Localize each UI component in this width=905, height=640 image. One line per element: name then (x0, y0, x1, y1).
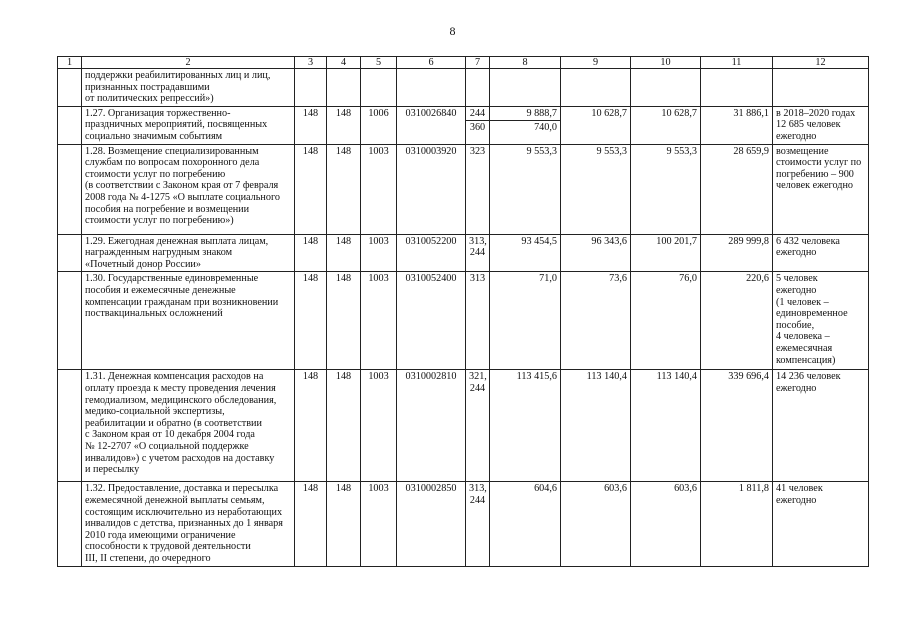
cell-expected-result: в 2018–2020 годах 12 685 человек ежегодно (773, 106, 869, 144)
cell-amount-total: 1 811,8 (701, 482, 773, 566)
cell-amount-year-1: 9 553,3 (490, 144, 561, 234)
column-header-8: 8 (490, 57, 561, 69)
cell-amount-year-2: 9 553,3 (561, 144, 631, 234)
cell-amount-year-2 (561, 69, 631, 107)
cell-expected-result: 41 человек ежегодно (773, 482, 869, 566)
cell-expected-result: 5 человек ежегодно (1 человек – единовременное пособие, 4 человека – ежемесячная компенсация) (773, 272, 869, 370)
cell-code-4: 148 (327, 482, 361, 566)
cell-expense-type: 313, 244 (466, 234, 490, 272)
cell-section: 1003 (361, 144, 397, 234)
cell-amount-year-3: 113 140,4 (631, 370, 701, 482)
cell-amount-year-2: 113 140,4 (561, 370, 631, 482)
budget-table (57, 56, 869, 567)
cell-number (58, 69, 82, 107)
cell-section: 1003 (361, 234, 397, 272)
cell-amount-total (701, 69, 773, 107)
table-header-row (58, 57, 869, 69)
table-row (58, 234, 869, 272)
cell-expected-result: 6 432 человека ежегодно (773, 234, 869, 272)
cell-code-4: 148 (327, 370, 361, 482)
cell-target-article: 0310052200 (397, 234, 466, 272)
cell-amount-year-2: 73,6 (561, 272, 631, 370)
cell-description: 1.29. Ежегодная денежная выплата лицам, награжденным нагрудным знаком «Почетный донор России» (82, 234, 295, 272)
cell-expense-type: 321, 244 (466, 370, 490, 482)
cell-amount-year-3: 100 201,7 (631, 234, 701, 272)
cell-description: 1.30. Государственные единовременные пособия и ежемесячные денежные компенсации гражданам при возникновении поствакцинальных осложнений (82, 272, 295, 370)
cell-section: 1003 (361, 272, 397, 370)
cell-target-article: 0310026840 (397, 106, 466, 144)
column-header-4: 4 (327, 57, 361, 69)
cell-expense-type (466, 69, 490, 107)
cell-description: 1.27. Организация торжественно- праздничных мероприятий, посвященных социально значимым событиям (82, 106, 295, 144)
cell-expense-type-part: 244 (469, 107, 486, 119)
table-row (58, 370, 869, 482)
cell-expected-result: возмещение стоимости услуг по погребению – 900 человек ежегодно (773, 144, 869, 234)
cell-target-article: 0310003920 (397, 144, 466, 234)
cell-code-4 (327, 69, 361, 107)
cell-expense-type-part: 360 (466, 120, 489, 135)
column-header-5: 5 (361, 57, 397, 69)
cell-amount-year-1 (490, 69, 561, 107)
cell-target-article: 0310052400 (397, 272, 466, 370)
cell-target-article: 0310002850 (397, 482, 466, 566)
column-header-12: 12 (773, 57, 869, 69)
cell-code-4: 148 (327, 272, 361, 370)
cell-code-3: 148 (295, 106, 327, 144)
column-header-1: 1 (58, 57, 82, 69)
column-header-9: 9 (561, 57, 631, 69)
table-row (58, 69, 869, 107)
cell-code-3: 148 (295, 272, 327, 370)
cell-amount-year-2: 10 628,7 (561, 106, 631, 144)
cell-section: 1003 (361, 370, 397, 482)
column-header-11: 11 (701, 57, 773, 69)
cell-code-3 (295, 69, 327, 107)
cell-target-article (397, 69, 466, 107)
cell-amount-year-1: 604,6 (490, 482, 561, 566)
cell-number (58, 482, 82, 566)
cell-expected-result: 14 236 человек ежегодно (773, 370, 869, 482)
page-number: 8 (449, 24, 456, 38)
cell-expense-type: 313, 244 (466, 482, 490, 566)
cell-amount-year-2: 603,6 (561, 482, 631, 566)
cell-code-3: 148 (295, 144, 327, 234)
column-header-3: 3 (295, 57, 327, 69)
column-header-2: 2 (82, 57, 295, 69)
cell-amount-year-1-part: 9 888,7 (526, 107, 557, 119)
table-row (58, 482, 869, 566)
cell-amount-total: 220,6 (701, 272, 773, 370)
cell-code-4: 148 (327, 144, 361, 234)
cell-description: поддержки реабилитированных лиц и лиц, признанных пострадавшими от политических репрессий») (82, 69, 295, 107)
cell-amount-year-1: 93 454,5 (490, 234, 561, 272)
cell-description: 1.32. Предоставление, доставка и пересылка ежемесячной денежной выплаты семьям, состоящим исключительно из неработающих инвалидов с детства, признанных до 1 января 2010 года имеющими ограничение способности к трудовой деятельности III, II степени, до очередного (82, 482, 295, 566)
cell-description: 1.31. Денежная компенсация расходов на оплату проезда к месту проведения лечения гемодиализом, медицинского обследования, медико-социальной экспертизы, реабилитации и обратно (в соответствии с Законом края от 10 декабря 2004 года № 12-2707 «О социальной поддержке инвалидов») с учетом расходов на доставку и пересылку (82, 370, 295, 482)
cell-amount-year-2: 96 343,6 (561, 234, 631, 272)
cell-section: 1006 (361, 106, 397, 144)
table-row (58, 272, 869, 370)
table-body (58, 69, 869, 567)
cell-number (58, 272, 82, 370)
cell-expected-result (773, 69, 869, 107)
column-header-10: 10 (631, 57, 701, 69)
cell-expense-type (466, 106, 490, 144)
cell-amount-year-3: 10 628,7 (631, 106, 701, 144)
cell-code-3: 148 (295, 234, 327, 272)
cell-expense-type: 313 (466, 272, 490, 370)
cell-expense-type: 323 (466, 144, 490, 234)
cell-amount-year-1-part: 740,0 (490, 120, 560, 135)
cell-amount-year-3 (631, 69, 701, 107)
cell-number (58, 106, 82, 144)
cell-section (361, 69, 397, 107)
cell-number (58, 370, 82, 482)
cell-amount-total: 339 696,4 (701, 370, 773, 482)
cell-amount-total: 31 886,1 (701, 106, 773, 144)
cell-amount-year-3: 603,6 (631, 482, 701, 566)
cell-amount-year-3: 76,0 (631, 272, 701, 370)
cell-code-4: 148 (327, 106, 361, 144)
cell-code-3: 148 (295, 482, 327, 566)
table-row (58, 106, 869, 144)
cell-amount-year-3: 9 553,3 (631, 144, 701, 234)
cell-target-article: 0310002810 (397, 370, 466, 482)
cell-amount-year-1 (490, 106, 561, 144)
cell-section: 1003 (361, 482, 397, 566)
cell-code-3: 148 (295, 370, 327, 482)
cell-amount-total: 289 999,8 (701, 234, 773, 272)
cell-amount-year-1: 71,0 (490, 272, 561, 370)
table-row (58, 144, 869, 234)
cell-code-4: 148 (327, 234, 361, 272)
cell-number (58, 234, 82, 272)
column-header-7: 7 (466, 57, 490, 69)
cell-amount-year-1: 113 415,6 (490, 370, 561, 482)
cell-number (58, 144, 82, 234)
column-header-6: 6 (397, 57, 466, 69)
cell-amount-total: 28 659,9 (701, 144, 773, 234)
cell-description: 1.28. Возмещение специализированным службам по вопросам похоронного дела стоимости услуг по погребению (в соответствии с Законом края от 7 февраля 2008 года № 4-1275 «О выплате социального пособия на погребение и возмещении стоимости услуг по погребению») (82, 144, 295, 234)
